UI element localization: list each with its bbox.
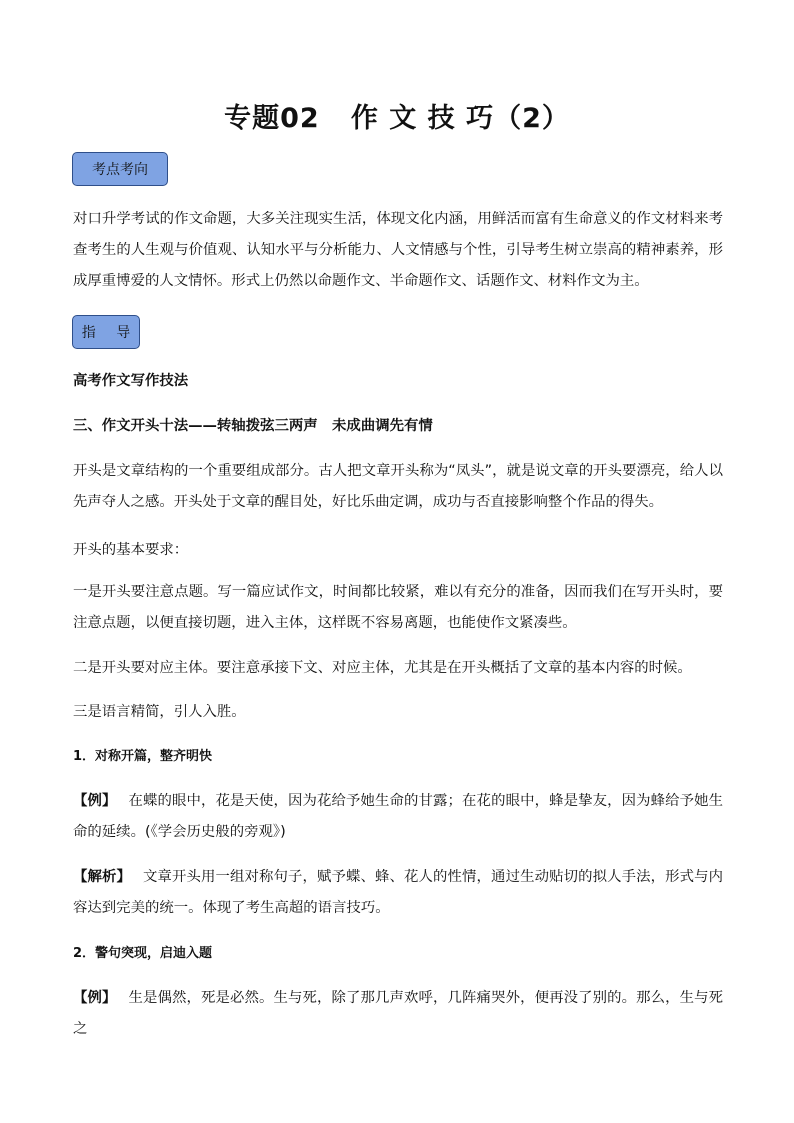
section-heading: 高考作文写作技法 xyxy=(73,373,189,389)
method-2-example xyxy=(73,983,723,1045)
example-text: 在蝶的眼中，花是天使，因为花给予她生命的甘露；在花的眼中，蜂是挚友，因为蜂给予她生命的延续。(《学会历史般的旁观》) xyxy=(73,793,723,840)
method-1-analysis xyxy=(73,862,723,924)
intro-paragraph: 对口升学考试的作文命题，大多关注现实生活，体现文化内涵，用鲜活而富有生命意义的作文材料来考查考生的人生观与价值观、认知水平与分析能力、人文情感与个性，引导考生树立崇高的精神素养，形成厚重博爱的人文情怀。形式上仍然以命题作文、半命题作文、话题作文、材料作文为主。 xyxy=(73,211,723,289)
analysis-label: 【解析】 xyxy=(73,869,132,885)
paragraph-basic-requirements: 开头的基本要求： xyxy=(73,542,189,558)
page-title: 专题02 作 文 技 巧（2） xyxy=(224,103,570,134)
method-1-heading: 1．对称开篇，整齐明快 xyxy=(73,749,213,764)
paragraph-requirement-2: 二是开头要对应主体。要注意承接下文、对应主体，尤其是在开头概括了文章的基本内容的时候。 xyxy=(73,660,692,676)
guide-tag: 指 导 xyxy=(72,315,140,349)
paragraph-opening-intro: 开头是文章结构的一个重要组成部分。古人把文章开头称为“凤头”，就是说文章的开头要漂亮，给人以先声夺人之感。开头处于文章的醒目处，好比乐曲定调，成功与否直接影响整个作品的得失。 xyxy=(73,463,723,510)
paragraph-requirement-3: 三是语言精简，引人入胜。 xyxy=(73,704,246,720)
sub-heading: 三、作文开头十法——转轴拨弦三两声 未成曲调先有情 xyxy=(73,418,433,434)
method-2-heading: 2．警句突现，启迪入题 xyxy=(73,946,213,961)
paragraph-requirement-1: 一是开头要注意点题。写一篇应试作文，时间都比较紧，难以有充分的准备，因而我们在写开头时，要注意点题，以便直接切题，进入主体，这样既不容易离题，也能使作文紧凑些。 xyxy=(73,584,723,631)
example-label: 【例】 xyxy=(73,990,117,1006)
analysis-text: 文章开头用一组对称句子，赋予蝶、蜂、花人的性情，通过生动贴切的拟人手法，形式与内容达到完美的统一。体现了考生高超的语言技巧。 xyxy=(73,869,723,916)
example-label: 【例】 xyxy=(73,793,117,809)
exam-direction-tag: 考点考向 xyxy=(72,152,168,186)
example-text: 生是偶然，死是必然。生与死，除了那几声欢呼，几阵痛哭外，便再没了别的。那么，生与死之 xyxy=(73,990,723,1037)
method-1-example xyxy=(73,786,723,848)
